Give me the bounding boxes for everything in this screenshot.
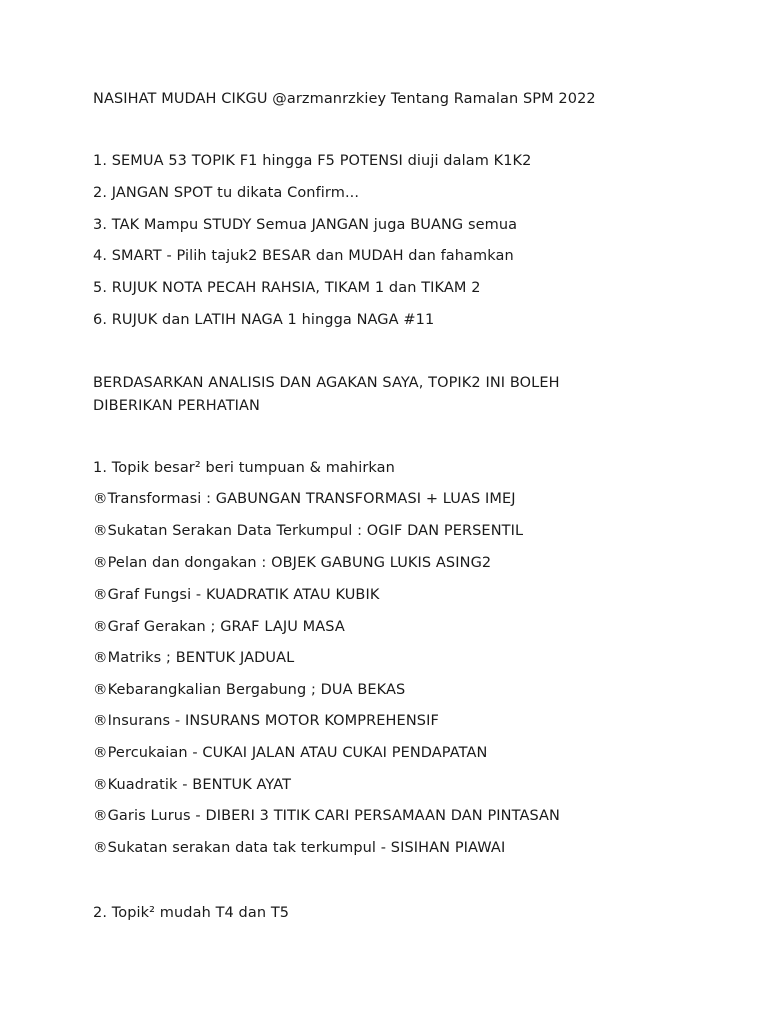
section2-heading: 2. Topik² mudah T4 dan T5	[93, 905, 290, 921]
topic-item: ®Sukatan Serakan Data Terkumpul : OGIF DAN PERSENTIL	[93, 523, 524, 539]
topic-item: ®Kuadratik - BENTUK AYAT	[93, 777, 292, 793]
section1-heading: 1. Topik besar² beri tumpuan & mahirkan	[93, 460, 395, 476]
topic-item: ®Transformasi : GABUNGAN TRANSFORMASI + LUAS IMEJ	[93, 491, 516, 507]
topic-item: ®Matriks ; BENTUK JADUAL	[93, 650, 295, 666]
advice-item: 5. RUJUK NOTA PECAH RAHSIA, TIKAM 1 dan TIKAM 2	[93, 280, 481, 296]
document-title: NASIHAT MUDAH CIKGU @arzmanrzkiey Tentang Ramalan SPM 2022	[93, 91, 596, 107]
topic-item: ®Graf Gerakan ; GRAF LAJU MASA	[93, 619, 345, 635]
topic-item: ®Insurans - INSURANS MOTOR KOMPREHENSIF	[93, 713, 439, 729]
analysis-heading-line: BERDASARKAN ANALISIS DAN AGAKAN SAYA, TOPIK2 INI BOLEH	[93, 375, 560, 391]
advice-item: 6. RUJUK dan LATIH NAGA 1 hingga NAGA #11	[93, 312, 435, 328]
topic-item: ®Sukatan serakan data tak terkumpul - SISIHAN PIAWAI	[93, 840, 506, 856]
topic-item: ®Kebarangkalian Bergabung ; DUA BEKAS	[93, 682, 406, 698]
topic-item: ®Percukaian - CUKAI JALAN ATAU CUKAI PENDAPATAN	[93, 745, 488, 761]
topic-item: ®Garis Lurus - DIBERI 3 TITIK CARI PERSAMAAN DAN PINTASAN	[93, 808, 561, 824]
advice-item: 3. TAK Mampu STUDY Semua JANGAN juga BUANG semua	[93, 217, 518, 233]
analysis-heading-line: DIBERIKAN PERHATIAN	[93, 398, 261, 414]
topic-item: ®Graf Fungsi - KUADRATIK ATAU KUBIK	[93, 587, 380, 603]
advice-item: 4. SMART - Pilih tajuk2 BESAR dan MUDAH dan fahamkan	[93, 248, 514, 264]
topic-item: ®Pelan dan dongakan : OBJEK GABUNG LUKIS ASING2	[93, 555, 492, 571]
advice-item: 1. SEMUA 53 TOPIK F1 hingga F5 POTENSI diuji dalam K1K2	[93, 153, 532, 169]
advice-item: 2. JANGAN SPOT tu dikata Confirm...	[93, 185, 360, 201]
